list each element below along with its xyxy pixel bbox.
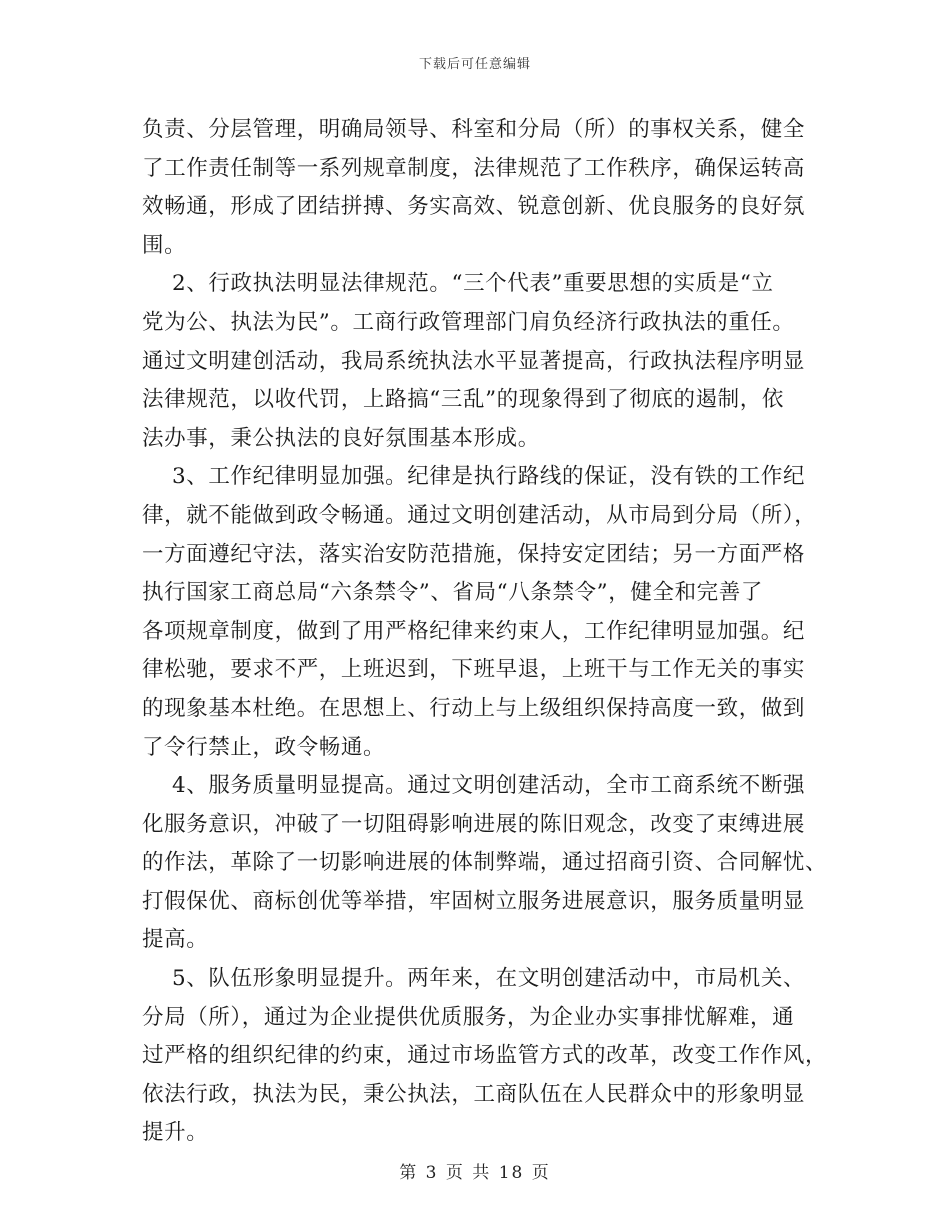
text-line: 化服务意识，冲破了一切阻碍影响进展的陈旧观念，改变了束缚进展 (142, 811, 806, 837)
page-header-note: 下载后可任意编辑 (418, 57, 531, 72)
text-line: 律，就不能做到政令畅通。通过文明创建活动，从市局到分局（所）， (142, 502, 817, 528)
paragraph-5 (142, 960, 828, 1153)
text-line: 效畅通，形成了团结拼搏、务实高效、锐意创新、优良服务的良好氛 (142, 194, 806, 220)
text-line: 党为公、执法为民”。工商行政管理部门肩负经济行政执法的重任。 (142, 309, 795, 335)
text-line: 了工作责任制等一系列规章制度，法律规范了工作秩序，确保运转高 (142, 155, 806, 181)
document-body (142, 111, 828, 1153)
text-line: 分局（所），通过为企业提供优质服务，为企业办实事排忧解难，通 (142, 1004, 795, 1030)
text-line: 法律规范，以收代罚，上路搞“三乱”的现象得到了彻底的遏制，依 (142, 387, 784, 413)
page-number: 第 3 页 共 18 页 (399, 1163, 551, 1183)
paragraph-1 (142, 111, 808, 265)
text-line: 打假保优、商标创优等举措，牢固树立服务进展意识，服务质量明显 (142, 888, 806, 914)
paragraph-2 (142, 265, 808, 458)
text-line: 通过文明建创活动，我局系统执法水平显著提高，行政执法程序明显 (142, 348, 806, 374)
text-line: 的现象基本杜绝。在思想上、行动上与上级组织保持高度一致，做到 (142, 695, 806, 721)
text-line: 5、队伍形象明显提升。两年来，在文明创建活动中，市局机关、 (172, 966, 806, 992)
text-line: 4、服务质量明显提高。通过文明创建活动，全市工商系统不断强 (172, 773, 806, 799)
text-line: 一方面遵纪守法，落实治安防范措施，保持安定团结；另一方面严格 (142, 541, 806, 567)
text-line: 过严格的组织纪律的约束，通过市场监管方式的改革，改变工作作风， (142, 1043, 828, 1069)
text-line: 依法行政，执法为民，秉公执法，工商队伍在人民群众中的形象明显 (142, 1081, 806, 1107)
text-line: 2、行政执法明显法律规范。“三个代表”重要思想的实质是“立 (172, 271, 774, 297)
text-line: 律松驰，要求不严，上班迟到，下班早退，上班干与工作无关的事实 (142, 657, 806, 683)
text-line: 提升。 (142, 1120, 209, 1146)
text-line: 各项规章制度，做到了用严格纪律来约束人，工作纪律明显加强。纪 (142, 618, 806, 644)
text-line: 了令行禁止，政令畅通。 (142, 734, 386, 760)
text-line: 法办事，秉公执法的良好氛围基本形成。 (142, 425, 540, 451)
text-line: 的作法，革除了一切影响进展的体制弊端，通过招商引资、合同解忧、 (142, 850, 828, 876)
text-line: 提高。 (142, 927, 209, 953)
paragraph-3 (142, 458, 817, 767)
paragraph-4 (142, 767, 828, 960)
text-line: 围。 (142, 232, 187, 258)
text-line: 3、工作纪律明显加强。纪律是执行路线的保证，没有铁的工作纪 (172, 464, 806, 490)
text-line: 负责、分层管理，明确局领导、科室和分局（所）的事权关系，健全 (142, 117, 806, 142)
text-line: 执行国家工商总局“六条禁令”、省局“八条禁令”，健全和完善了 (142, 580, 763, 606)
